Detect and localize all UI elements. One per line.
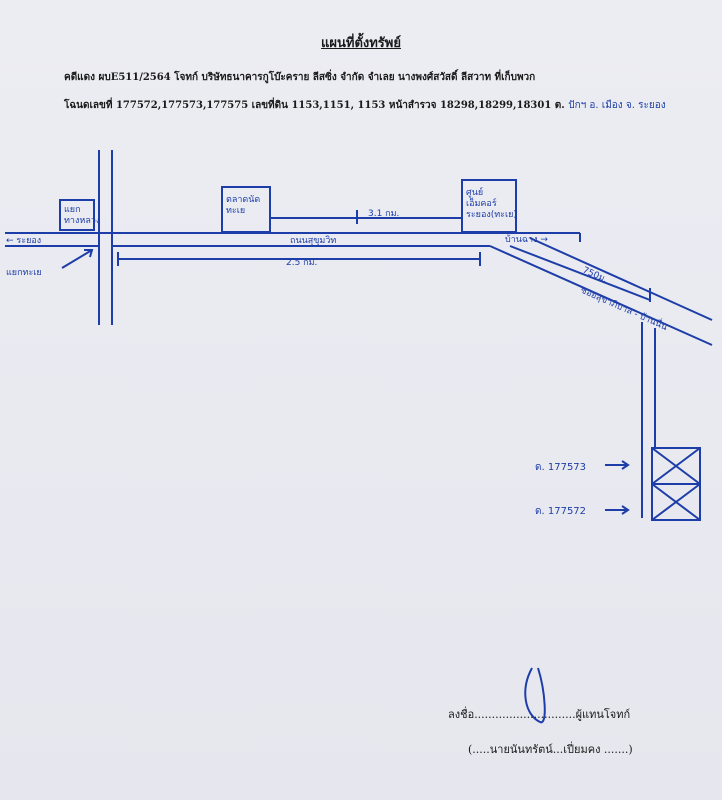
label-main-road: ถนนสุขุมวิท (290, 236, 337, 246)
signature-line (448, 705, 630, 723)
label-landmark-right: ศูนย์เอ็มคอร์ระยอง(ทะเย) (466, 188, 517, 220)
document-title: แผนที่ตั้งทรัพย์ (321, 36, 401, 51)
label-intersection-top-left: แยกทางหลวง (64, 205, 101, 226)
label-soi: ซอยสุขาภิบาล - บ้านนื่น (578, 285, 669, 333)
label-to-ban-chang: บ้านฉาง → (505, 235, 548, 245)
label-to-rayong: ← ระยอง (6, 236, 42, 246)
label-distance-750: 750ม. (580, 265, 609, 286)
label-parcel-2: ด. 177572 (535, 506, 587, 517)
label-landmark-middle: ตลาดนัดทะเย (226, 195, 261, 216)
label-parcel-1: ด. 177573 (535, 462, 587, 473)
label-distance-long: 2.5 กม. (286, 258, 318, 268)
sign-prefix: ลงชื่อ (448, 708, 475, 721)
label-intersection-left: แยกทะเย (6, 268, 42, 278)
case-line: คดีแดง ผบE511/2564 โจทก์ บริษัทธนาคารกูโบ๊ะคราย ลีสซิ่ง จำกัด จำเลย นางพงศ์สวัสดิ์ ลีสวาท ที่เก็บพวก (64, 72, 536, 83)
sign-dots: ............................. (474, 708, 576, 721)
signatory-name: (.....นายนันทรัตน์...เปี่ยมคง .......) (468, 743, 633, 756)
label-distance-short: 3.1 กม. (368, 209, 400, 219)
sign-suffix: ผู้แทนโจทก์ (575, 708, 631, 721)
deed-handwritten: ปักฯ อ. เมือง จ. ระยอง (568, 100, 666, 111)
deed-prefix: โฉนดเลขที่ 177572,177573,177575 เลขที่ดิน 1153,1151, 1153 หน้าสำรวจ 18298,18299,18301 ต. (64, 100, 565, 111)
